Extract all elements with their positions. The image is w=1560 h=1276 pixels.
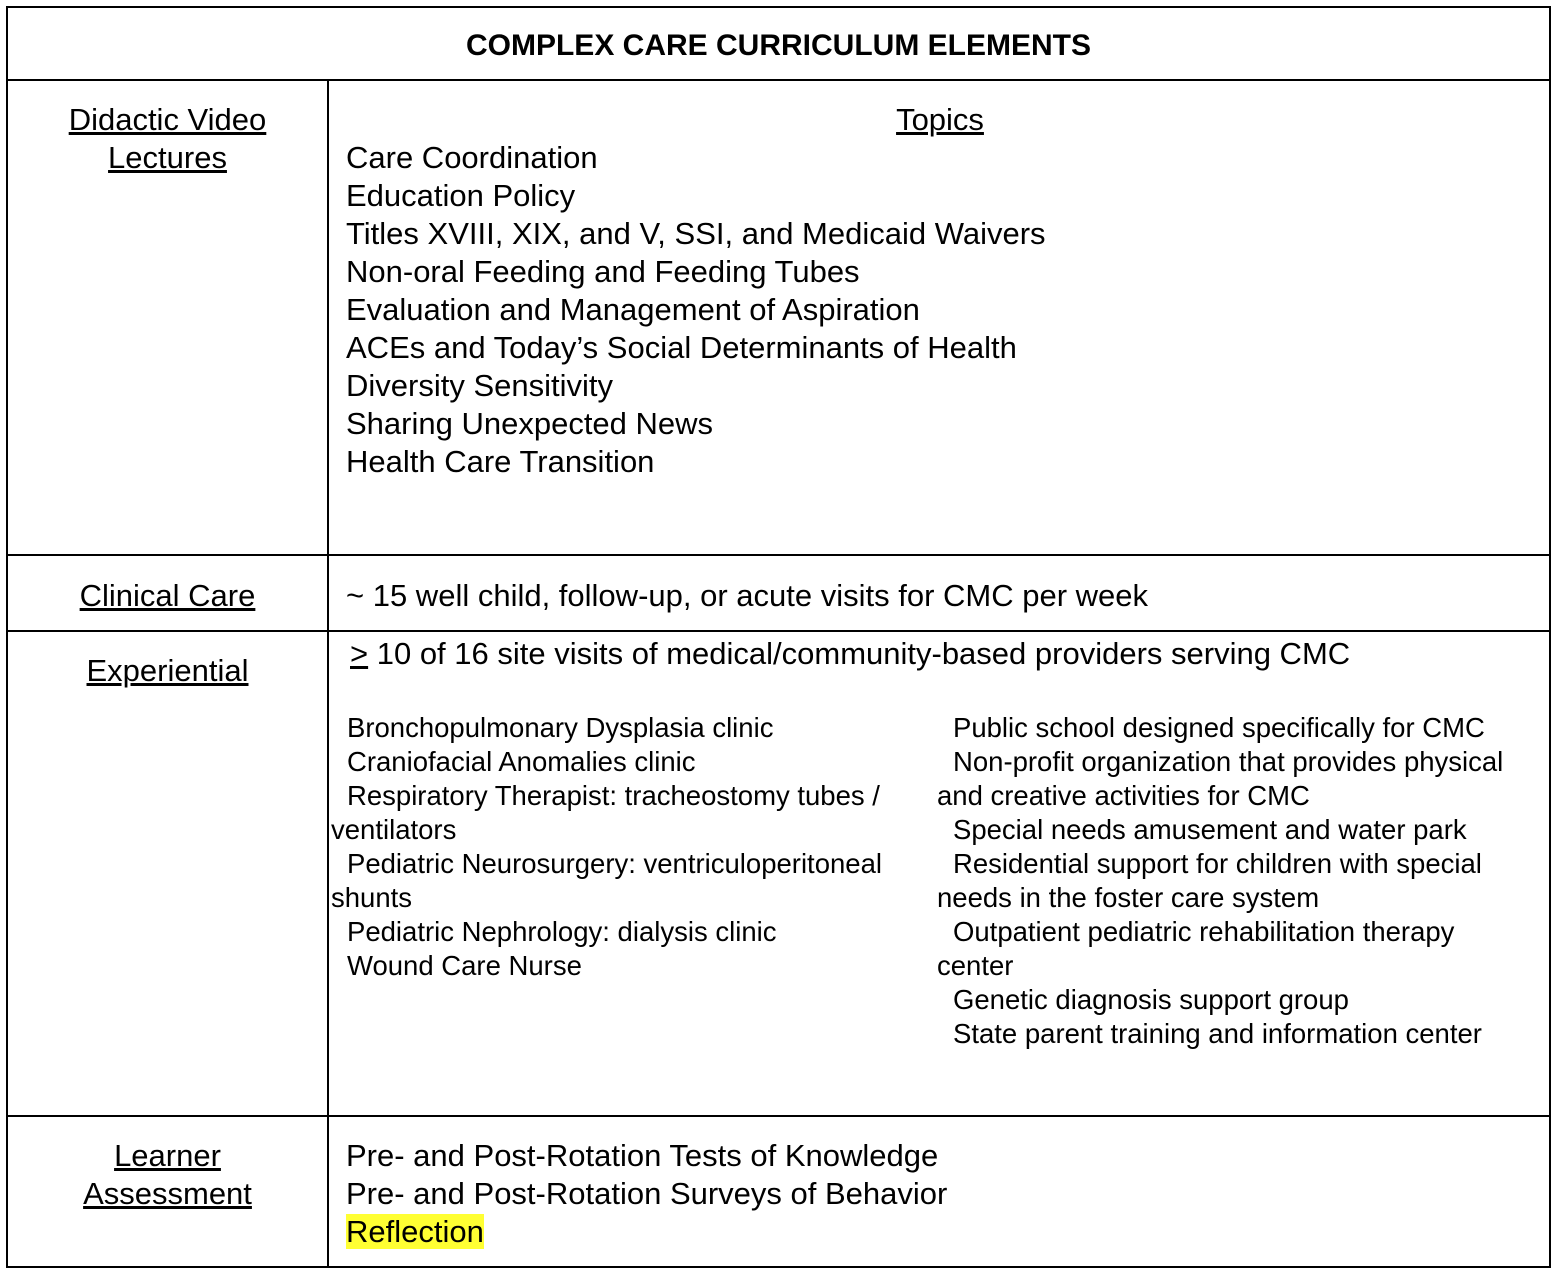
site-list-community bbox=[937, 711, 1537, 1051]
site-item: Respiratory Therapist: tracheostomy tubes / ventilators bbox=[331, 780, 880, 845]
topics-list bbox=[346, 139, 1046, 481]
experiential-intro-text: 10 of 16 site visits of medical/community-based providers serving CMC bbox=[368, 636, 1351, 671]
topic-item: Education Policy bbox=[346, 178, 576, 213]
learner-assessment-label bbox=[8, 1137, 327, 1213]
row-divider bbox=[6, 554, 1551, 556]
clinical-care-label: Clinical Care bbox=[79, 578, 256, 613]
experiential-label: Experiential bbox=[86, 653, 249, 688]
row-divider bbox=[6, 1115, 1551, 1117]
topic-item: Evaluation and Management of Aspiration bbox=[346, 292, 920, 327]
site-item: State parent training and information center bbox=[953, 1018, 1482, 1049]
site-item: Special needs amusement and water park bbox=[953, 814, 1467, 845]
topic-item: Titles XVIII, XIX, and V, SSI, and Medicaid Waivers bbox=[346, 216, 1046, 251]
didactic-label bbox=[8, 101, 327, 177]
site-item: Bronchopulmonary Dysplasia clinic bbox=[347, 712, 774, 743]
site-item: Genetic diagnosis support group bbox=[953, 984, 1349, 1015]
site-item: Outpatient pediatric rehabilitation therapy center bbox=[937, 916, 1455, 981]
row-divider bbox=[6, 630, 1551, 632]
greater-equal-symbol: > bbox=[350, 636, 369, 671]
topic-item: Care Coordination bbox=[346, 140, 598, 175]
assessment-list bbox=[346, 1137, 947, 1251]
site-item: Wound Care Nurse bbox=[347, 950, 582, 981]
assessment-label-line2: Assessment bbox=[83, 1176, 252, 1211]
site-list-medical bbox=[331, 711, 931, 983]
clinical-care-text: ~ 15 well child, follow-up, or acute visits for CMC per week bbox=[346, 578, 1149, 613]
experiential-intro bbox=[350, 635, 1350, 673]
site-item: Craniofacial Anomalies clinic bbox=[347, 746, 696, 777]
site-item: Pediatric Neurosurgery: ventriculoperitoneal shunts bbox=[331, 848, 882, 913]
didactic-label-line2: Lectures bbox=[108, 140, 227, 175]
table-title: COMPLEX CARE CURRICULUM ELEMENTS bbox=[465, 29, 1091, 62]
row-divider bbox=[6, 79, 1551, 81]
topics-heading: Topics bbox=[896, 102, 984, 137]
topic-item: Non-oral Feeding and Feeding Tubes bbox=[346, 254, 860, 289]
site-item: Residential support for children with special needs in the foster care system bbox=[937, 848, 1482, 913]
topic-item: Sharing Unexpected News bbox=[346, 406, 714, 441]
topic-item: ACEs and Today’s Social Determinants of Health bbox=[346, 330, 1017, 365]
topic-item: Diversity Sensitivity bbox=[346, 368, 613, 403]
topic-item: Health Care Transition bbox=[346, 444, 655, 479]
didactic-label-line1: Didactic Video bbox=[68, 102, 267, 137]
assessment-item bbox=[346, 1213, 947, 1251]
site-item: Pediatric Nephrology: dialysis clinic bbox=[347, 916, 777, 947]
site-item: Non-profit organization that provides physical and creative activities for CMC bbox=[937, 746, 1504, 811]
assessment-item: Pre- and Post-Rotation Tests of Knowledge bbox=[346, 1138, 939, 1173]
assessment-item: Pre- and Post-Rotation Surveys of Behavior bbox=[346, 1176, 948, 1211]
assessment-label-line1: Learner bbox=[114, 1138, 221, 1173]
site-item: Public school designed specifically for CMC bbox=[953, 712, 1485, 743]
column-divider bbox=[327, 80, 329, 1266]
reflection-highlight: Reflection bbox=[346, 1214, 484, 1249]
